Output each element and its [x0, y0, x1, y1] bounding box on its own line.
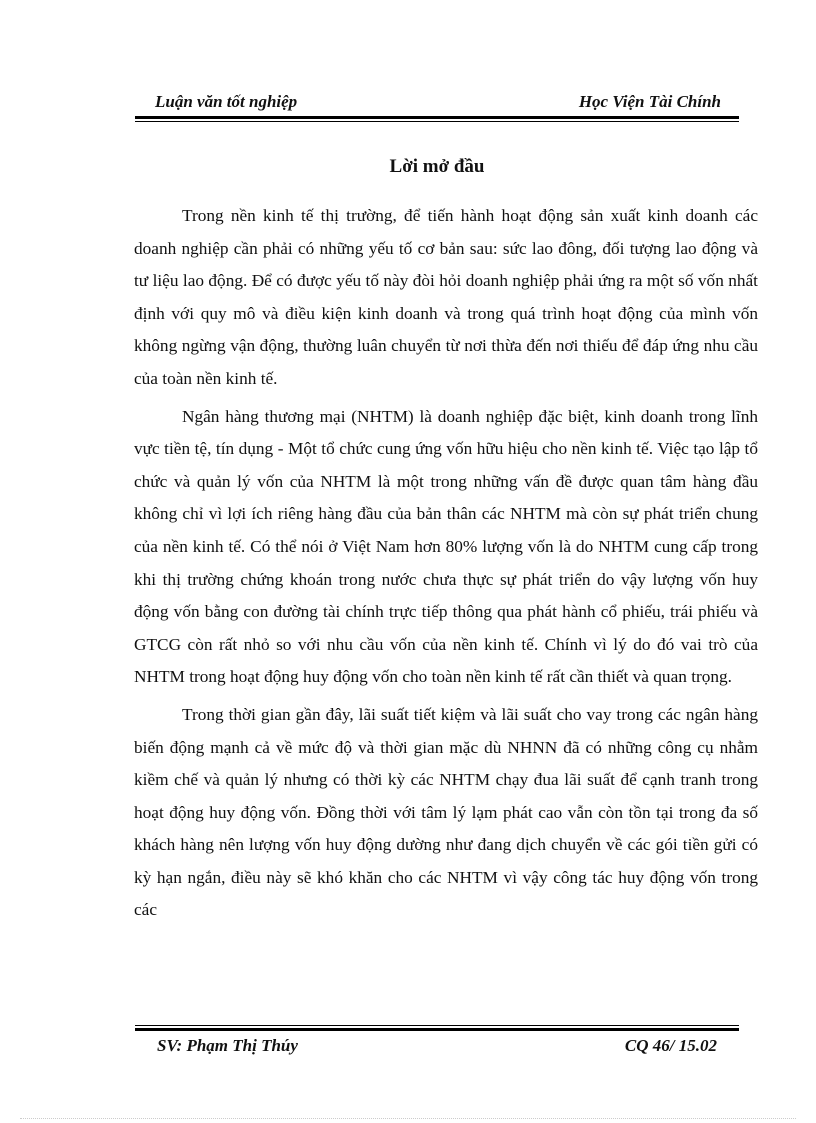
header-rule-thin [135, 121, 739, 122]
header-thesis-label: Luận văn tốt nghiệp [155, 92, 298, 111]
page-footer [135, 1036, 739, 1058]
page-header [135, 92, 739, 114]
header-rule-thick [135, 116, 739, 119]
footer-rule-thin [135, 1025, 739, 1026]
page-edge-divider [20, 1118, 796, 1119]
paragraph: Trong thời gian gần đây, lãi suất tiết kiệm và lãi suất cho vay trong các ngân hàng biến động mạnh cả về mức độ và thời gian mặc dù NHNN đã có những công cụ nhằm kiềm chế và quản lý nhưng có thời kỳ các NHTM chạy đua lãi suất để cạnh tranh trong hoạt động huy động vốn. Đồng thời với tâm lý lạm phát cao vẫn còn tồn tại trong đa số khách hàng nên lượng vốn huy động dường như đang dịch chuyển về các gói tiền gửi có kỳ hạn ngắn, điều này sẽ khó khăn cho các NHTM vì vậy công tác huy động vốn trong các [134, 704, 758, 920]
paragraph: Trong nền kinh tế thị trường, để tiến hành hoạt động sản xuất kinh doanh các doanh nghiệp cần phải có những yếu tố cơ bản sau: sức lao đông, đối tượng lao động và tư liệu lao động. Để có được yếu tố này đòi hỏi doanh nghiệp phải ứng ra một số vốn nhất định với quy mô và điều kiện kinh doanh và trong quá trình hoạt động của mình vốn không ngừng vận động, thường luân chuyển từ nơi thừa đến nơi thiếu để đáp ứng nhu cầu của toàn nền kinh tế. [134, 206, 758, 388]
footer-rule-thick [135, 1028, 739, 1031]
footer-class-code: CQ 46/ 15.02 [624, 1036, 717, 1055]
document-body [134, 200, 758, 927]
paragraph: Ngân hàng thương mại (NHTM) là doanh nghiệp đặc biệt, kinh doanh trong lĩnh vực tiền tệ, tín dụng - Một tổ chức cung ứng vốn hữu hiệu cho nền kinh tế. Việc tạo lập tổ chức và quản lý vốn của NHTM là một trong những vấn đề được quan tâm hàng đầu không chỉ vì lợi ích riêng hàng đầu của bản thân các NHTM mà còn sự phát triển chung của nền kinh tế. Có thể nói ở Việt Nam hơn 80% lượng vốn là do NHTM cung cấp trong khi thị trường chứng khoán trong nước chưa thực sự phát triển do vậy lượng vốn huy động vốn bằng con đường tài chính trực tiếp thông qua phát hành cổ phiếu, trái phiếu và GTCG còn rất nhỏ so với nhu cầu vốn của nền kinh tế. Chính vì lý do đó vai trò của NHTM trong hoạt động huy động vốn cho toàn nền kinh tế rất cần thiết và quan trọng. [134, 406, 758, 687]
footer-student-name: SV: Phạm Thị Thúy [157, 1036, 298, 1055]
header-institution-label: Học Viện Tài Chính [578, 92, 721, 111]
page-title: Lời mở đầu [389, 156, 485, 177]
